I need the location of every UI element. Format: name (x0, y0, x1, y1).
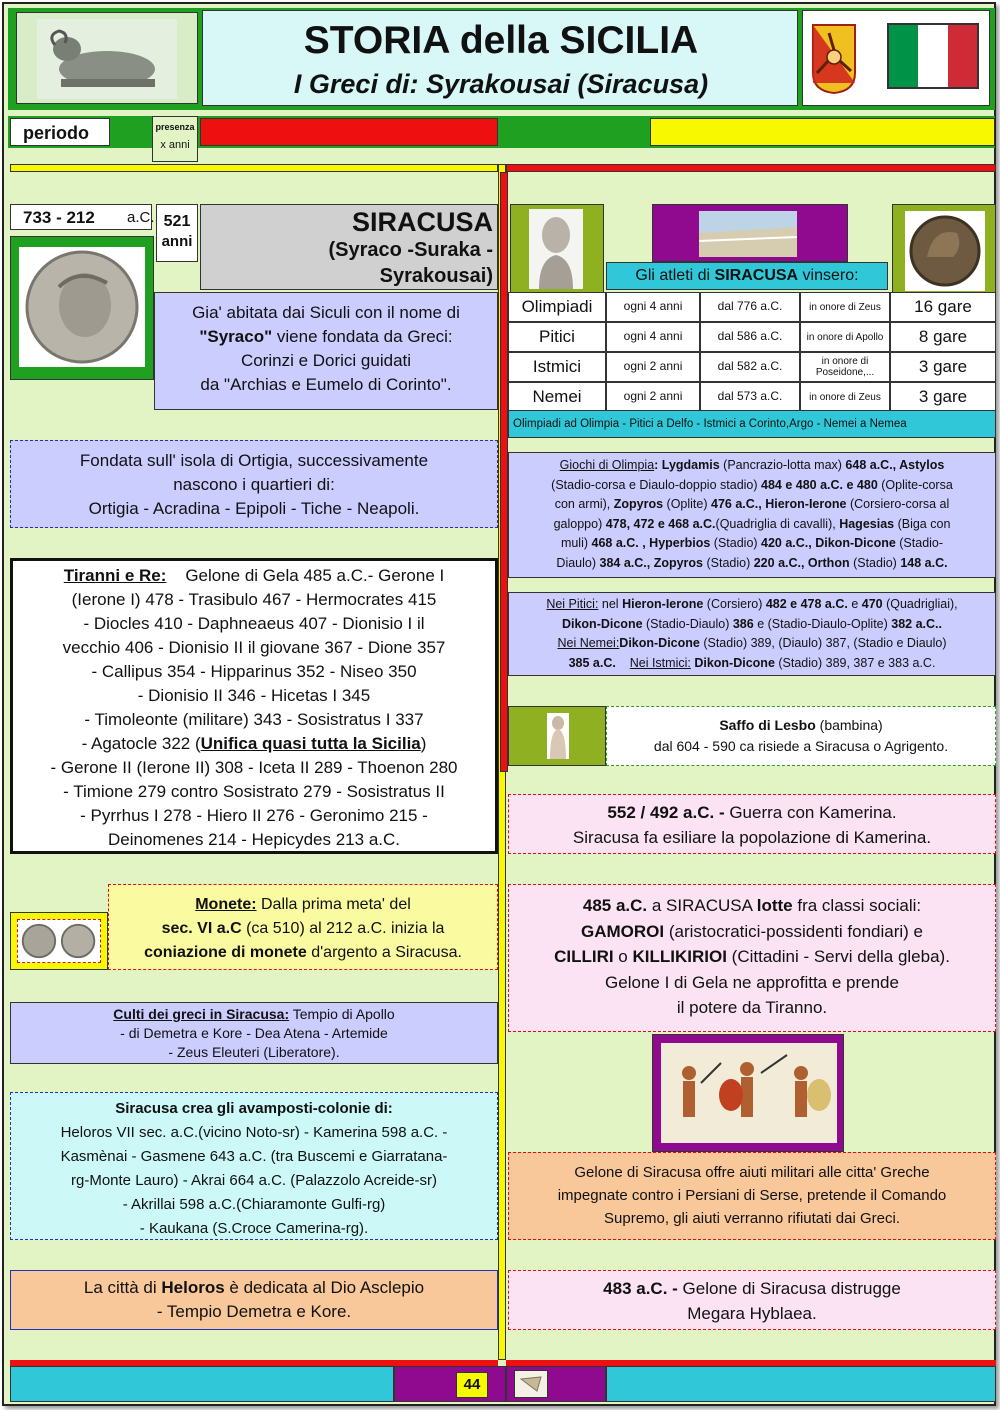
atleti-title-a: Gli atleti di (635, 267, 715, 284)
colonie-line4: - Akrillai 598 a.C.(Chiaramonte Gulfi-rg) (122, 1196, 386, 1213)
games-cell-since: dal 586 a.C. (700, 322, 800, 352)
right-column-rail (500, 172, 508, 772)
heloros-box (10, 1270, 498, 1330)
years-count: 521 (163, 213, 191, 230)
monete-text-1: Dalla prima meta' del (256, 896, 411, 913)
pitici-l1b: nel (598, 597, 623, 611)
olimpia-line6 (509, 554, 995, 574)
kamerina-text: Guerra con Kamerina. (724, 803, 897, 822)
olimpia-line5 (509, 534, 995, 554)
pitici-l1c: Hieron-Ierone (622, 597, 704, 611)
culti-text-1: Tempio di Apollo (289, 1006, 395, 1022)
olimpia-l2b: 484 e 480 a.C. e 480 (761, 477, 878, 492)
pitici-l1h: (Quadrigliai), (882, 597, 958, 611)
founding-line1: Gia' abitata dai Siculi con il nome di (192, 303, 460, 322)
olimpia-l3c: (Oplite) (663, 497, 711, 511)
ram-statue-icon (37, 19, 177, 99)
olimpia-l6e: (Stadio) (849, 555, 901, 570)
olimpia-line1 (509, 456, 995, 476)
coin-arethusa-icon (19, 247, 145, 367)
colonie-box (10, 1092, 498, 1240)
founding-syraco: "Syraco" (199, 327, 273, 346)
city-name-box (200, 204, 498, 290)
flag-white-stripe (918, 25, 947, 87)
games-cell-honor: in onore di Zeus (800, 382, 890, 412)
tiranni-line2: (Ierone I) 478 - Trasibulo 467 - Hermocrates 415 (71, 590, 437, 609)
pitici-l4d: (Stadio) 389, 387 e 383 a.C. (774, 655, 936, 670)
bust-portrait-icon (529, 209, 583, 289)
monete-line1 (109, 893, 497, 917)
olimpia-l4d: Hagesias (839, 516, 895, 531)
megara-date: 483 a.C. - (603, 1279, 678, 1298)
greek-warriors-icon (661, 1043, 837, 1143)
culti-box (10, 1002, 498, 1064)
italian-flag-icon (887, 23, 979, 89)
lotte-word: lotte (756, 896, 793, 915)
games-cell-since: dal 573 a.C. (700, 382, 800, 412)
tiranni-title: Tiranni e Re: (63, 566, 167, 585)
olimpia-l6f: 148 a.C. (900, 555, 948, 570)
founding-line2 (155, 325, 497, 349)
megara-line2: Megara Hyblaea. (687, 1304, 817, 1323)
coins-image-frame (10, 912, 108, 970)
killikirioi: KILLIKIRIOI (632, 947, 727, 966)
games-cell-freq: ogni 2 anni (606, 382, 700, 412)
timeline-yellow-bar (650, 118, 995, 146)
megara-line1 (509, 1276, 995, 1301)
city-aliases-1: (Syraco -Suraka - (328, 239, 493, 261)
page-number: 44 (463, 1376, 481, 1393)
stadium-photo-icon (699, 211, 797, 257)
pitici-l2c: 386 (732, 616, 754, 631)
atleti-title-city: SIRACUSA (714, 267, 799, 284)
flag-green-stripe (889, 25, 918, 87)
olimpia-line4 (509, 515, 995, 535)
heloros-name: Heloros (161, 1278, 225, 1297)
pitici-box (508, 592, 996, 676)
lotte-l1b: a SIRACUSA (647, 896, 757, 915)
monete-line3 (109, 941, 497, 965)
olimpia-line2 (509, 476, 995, 496)
culti-line3: - Zeus Eleuteri (Liberatore). (168, 1044, 340, 1060)
culti-line2: - di Demetra e Kore - Dea Atena - Artemide (120, 1025, 388, 1041)
olimpia-l4a: galoppo) (553, 516, 606, 531)
helmet-coin-icon (905, 211, 985, 291)
presenza-label: presenza (155, 122, 195, 132)
pitici-line2 (509, 615, 995, 635)
left-column-topbar (10, 164, 498, 172)
stadium-image-frame (652, 204, 848, 262)
years-label: anni (161, 233, 193, 250)
olimpia-l5a: muli) (560, 536, 592, 550)
saffo-line1 (607, 715, 995, 736)
pitici-l1f: e (847, 597, 862, 611)
olimpia-l1b: (Pancrazio-lotta max) (719, 458, 846, 472)
helmet-coin-frame (892, 204, 996, 298)
persiani-line3: Supremo, gli aiuti verranno rifiutati dai Greci. (604, 1210, 900, 1227)
tiranni-line9: - Gerone II (Ierone II) 308 - Iceta II 289 - Thoenon 280 (50, 758, 458, 777)
right-column-topbar (506, 164, 996, 172)
olimpia-l4b: 478, 472 e 468 a.C. (605, 516, 716, 531)
games-cell-freq: ogni 4 anni (606, 322, 700, 352)
olimpia-l3d: 476 a.C., Hieron-Ierone (711, 497, 847, 511)
period-range-box (10, 204, 155, 230)
bust-image-frame (510, 204, 604, 298)
games-cell-count: 8 gare (890, 322, 996, 352)
atleti-title-box (606, 262, 888, 290)
ortigia-box (10, 440, 498, 528)
games-cell-honor: in onore di Poseidone,... (800, 352, 890, 382)
nemei-title: Nei Nemei: (557, 636, 620, 650)
tiranni-line8 (13, 732, 495, 756)
pitici-l3c: (Stadio) 389, (Diaulo) 387, (Stadio e Diaulo) (699, 636, 947, 650)
timeline-red-bar (200, 118, 498, 146)
page-title: STORIA della SICILIA (303, 19, 699, 62)
colonie-line1: Heloros VII sec. a.C.(vicino Noto-sr) - Kamerina 598 a.C. - (60, 1124, 448, 1141)
olimpia-line3 (509, 495, 995, 515)
megara-text: Gelone di Siracusa distrugge (677, 1279, 901, 1298)
footer-right-bar (606, 1366, 996, 1402)
olimpia-l3b: Zopyros (613, 497, 664, 511)
heloros-line1 (11, 1276, 497, 1300)
heloros-text-a: La città di (83, 1278, 162, 1297)
emblem-box (802, 10, 990, 106)
pitici-l1e: 482 e 478 a.C. (765, 597, 848, 611)
olimpia-l1c: 648 a.C., Astylos (845, 458, 945, 472)
tiranni-agatocle: - Agatocle 322 ( (81, 734, 201, 753)
istmici-title: Nei Istmici: (629, 655, 691, 670)
tiranni-paren: ) (420, 734, 427, 753)
olimpia-l6d: 220 a.C., Orthon (753, 555, 850, 570)
olimpia-l2a: (Stadio-corsa e Diaulo-doppio stadio) (551, 477, 762, 492)
games-note: Olimpiadi ad Olimpia - Pitici a Delfo - Istmici a Corinto,Argo - Nemei a Nemea (513, 418, 907, 430)
heloros-line2: - Tempio Demetra e Kore. (156, 1302, 352, 1321)
trinacria-emblem-icon (811, 23, 857, 95)
lotte-l1d: fra classi sociali: (792, 896, 922, 915)
city-aliases-2: Syrakousai) (379, 265, 493, 287)
pitici-l2d: e (Stadio-Diaulo-Oplite) (753, 616, 892, 631)
saffo-box (606, 706, 996, 766)
pitici-line4 (509, 654, 995, 674)
olimpia-l5d: 420 a.C., Dikon-Dicone (761, 536, 896, 550)
lotte-l2b: (aristocratici-possidenti fondiari) e (664, 921, 923, 941)
tiranni-line11: - Pyrrhus I 278 - Hiero II 276 - Geronimo 215 - (80, 806, 428, 825)
statuette-icon (547, 713, 569, 759)
persiani-line1: Gelone di Siracusa offre aiuti militari alle citta' Greche (574, 1164, 930, 1181)
monete-box (108, 884, 498, 970)
coins-icon (17, 919, 101, 963)
monete-coniazione: coniazione di monete (144, 944, 307, 961)
kamerina-line1 (509, 800, 995, 825)
tiranni-line3: - Diocles 410 - Daphneaeus 407 - Dionisio I il (83, 614, 425, 633)
games-cell-name: Istmici (508, 352, 606, 382)
games-cell-name: Nemei (508, 382, 606, 412)
colonie-title: Siracusa crea gli avamposti-colonie di: (115, 1100, 393, 1117)
saffo-image-frame (508, 706, 606, 766)
persiani-line2: impegnate contro i Persiani di Serse, pretende il Comando (557, 1187, 947, 1204)
lotte-l3d: (Cittadini - Servi della gleba). (726, 947, 950, 966)
ortigia-line2: nascono i quartieri di: (173, 475, 335, 494)
pitici-l2a: Dikon-Dicone (561, 616, 643, 631)
atleti-title-c: vinsero: (798, 267, 859, 284)
olimpia-l4e: (Biga con (894, 516, 951, 531)
ortigia-line1: Fondata sull' isola di Ortigia, successivamente (79, 451, 429, 470)
colonie-line2: Kasmènai - Gasmene 643 a.C. (tra Buscemi e Giarratana- (60, 1148, 448, 1165)
kamerina-line2: Siracusa fa esiliare la popolazione di Kamerina. (572, 828, 932, 847)
culti-line1 (11, 1005, 497, 1024)
period-range: 733 - 212 (23, 208, 95, 227)
lotte-line1 (509, 893, 995, 919)
olimpia-box (508, 452, 996, 578)
periodo-label: periodo (23, 123, 89, 143)
saffo-line2: dal 604 - 590 ca risiede a Siracusa o Agrigento. (653, 738, 949, 754)
tiranni-line5: - Callipus 354 - Hipparinus 352 - Niseo 350 (91, 662, 417, 681)
olimpia-l6a: Diaulo) (556, 555, 600, 570)
olimpia-l4c: (Quadriglia di cavalli), (715, 516, 840, 531)
founding-line4: da "Archias e Eumelo di Corinto". (200, 375, 452, 394)
pitici-l4c: Dikon-Dicone (690, 655, 775, 670)
tiranni-line10: - Timione 279 contro Sosistrato 279 - Sosistratus II (63, 782, 445, 801)
tiranni-text-1: Gelone di Gela 485 a.C.- Gerone I (185, 566, 445, 585)
lotte-box (508, 884, 996, 1032)
lotte-line2 (509, 919, 995, 945)
header-image-frame (16, 12, 198, 104)
title-box (202, 10, 798, 106)
pitici-l4a: 385 a.C. (568, 655, 616, 670)
city-name: SIRACUSA (351, 207, 493, 237)
pitici-line3 (509, 634, 995, 654)
tiranni-line1 (13, 564, 495, 588)
olimpia-l3e: (Corsiero-corsa al (846, 497, 950, 511)
tiranni-unifica: Unifica quasi tutta la Sicilia (200, 734, 421, 753)
olimpia-l5e: (Stadio- (895, 536, 944, 550)
games-note-box (508, 410, 996, 438)
olimpia-l5c: (Stadio) (710, 536, 762, 550)
page-number-box (456, 1372, 488, 1398)
coin-image-frame (10, 236, 154, 380)
saffo-name: Saffo di Lesbo (719, 717, 816, 733)
flag-red-stripe (948, 25, 977, 87)
games-cell-since: dal 582 a.C. (700, 352, 800, 382)
page-subtitle: I Greci di: Syrakousai (Siracusa) (293, 69, 709, 99)
monete-line2 (109, 917, 497, 941)
games-cell-freq: ogni 4 anni (606, 292, 700, 322)
lotte-l3b: o (613, 947, 633, 966)
olimpia-l6c: (Stadio) (703, 555, 754, 570)
olimpia-l1a: : Lygdamis (654, 458, 720, 472)
footer-purple-left (394, 1366, 506, 1402)
monete-century: sec. VI a.C (161, 920, 242, 937)
colonie-line3: rg-Monte Lauro) - Akrai 664 a.C. (Palazzolo Acreide-sr) (71, 1172, 437, 1189)
presenza-box (152, 116, 198, 162)
olimpia-title: Giochi di Olimpia (559, 458, 655, 472)
cilliri: CILLIRI (554, 947, 614, 966)
pitici-title: Nei Pitici: (546, 597, 599, 611)
games-cell-honor: in onore di Apollo (800, 322, 890, 352)
lotte-line4: Gelone I di Gela ne approfitta e prende (605, 972, 899, 992)
lotte-date: 485 a.C. (582, 896, 648, 915)
founding-line2-rest: viene fondata da Greci: (272, 327, 453, 346)
tiranni-line12: Deinomenes 214 - Hepicydes 213 a.C. (108, 830, 400, 849)
x-anni-label: x anni (160, 139, 190, 151)
pitici-l2b: (Stadio-Diaulo) (642, 616, 733, 631)
saffo-note: (bambina) (815, 717, 883, 733)
years-box (156, 204, 198, 262)
games-cell-count: 16 gare (890, 292, 996, 322)
sicily-map-icon (515, 1371, 547, 1397)
colonie-line5: - Kaukana (S.Croce Camerina-rg). (139, 1220, 369, 1237)
monete-text-3: d'argento a Siracusa. (306, 944, 462, 961)
games-cell-name: Olimpiadi (508, 292, 606, 322)
tiranni-line7: - Timoleonte (militare) 343 - Sosistratus I 337 (84, 710, 424, 729)
lotte-line5: il potere da Tiranno. (676, 998, 828, 1017)
games-cell-freq: ogni 2 anni (606, 352, 700, 382)
games-cell-since: dal 776 a.C. (700, 292, 800, 322)
periodo-label-box (10, 118, 110, 146)
footer-left-bar (10, 1366, 394, 1402)
tiranni-box (10, 558, 498, 854)
persiani-box (508, 1152, 996, 1240)
tiranni-line6: - Dionisio II 346 - Hicetas I 345 (137, 686, 371, 705)
olimpia-l3a: con armi), (554, 497, 614, 511)
olimpia-l2c: (Oplite-corsa (877, 477, 953, 492)
ortigia-line3: Ortigia - Acradina - Epipoli - Tiche - Neapoli. (88, 499, 420, 518)
games-cell-honor: in onore di Zeus (800, 292, 890, 322)
games-cell-count: 3 gare (890, 352, 996, 382)
games-cell-count: 3 gare (890, 382, 996, 412)
kamerina-date: 552 / 492 a.C. - (607, 803, 725, 822)
kamerina-box (508, 794, 996, 854)
pitici-l1d: (Corsiero) (703, 597, 766, 611)
pitici-l3b: Dikon-Dicone (619, 636, 700, 650)
warriors-image-frame (652, 1034, 844, 1152)
lotte-line3 (509, 944, 995, 970)
founding-line3: Corinzi e Dorici guidati (240, 351, 412, 370)
gamoroi: GAMOROI (581, 921, 665, 941)
tiranni-line4: vecchio 406 - Dionisio II il giovane 367 - Dione 357 (62, 638, 446, 657)
pitici-l1g: 470 (861, 597, 883, 611)
map-thumbnail (514, 1370, 548, 1398)
pitici-l2e: 382 a.C.. (891, 616, 943, 631)
culti-title: Culti dei greci in Siracusa: (113, 1006, 290, 1022)
olimpia-l6b: 384 a.C., Zopyros (599, 555, 704, 570)
olimpia-l5b: 468 a.C. , Hyperbios (591, 536, 711, 550)
games-cell-name: Pitici (508, 322, 606, 352)
founding-box (154, 292, 498, 410)
heloros-text-c: è dedicata al Dio Asclepio (224, 1278, 425, 1297)
period-era: a.C. (127, 209, 155, 226)
pitici-line1 (509, 595, 995, 615)
megara-box (508, 1270, 996, 1330)
monete-title: Monete: (195, 896, 257, 913)
monete-text-2: (ca 510) al 212 a.C. inizia la (241, 920, 445, 937)
